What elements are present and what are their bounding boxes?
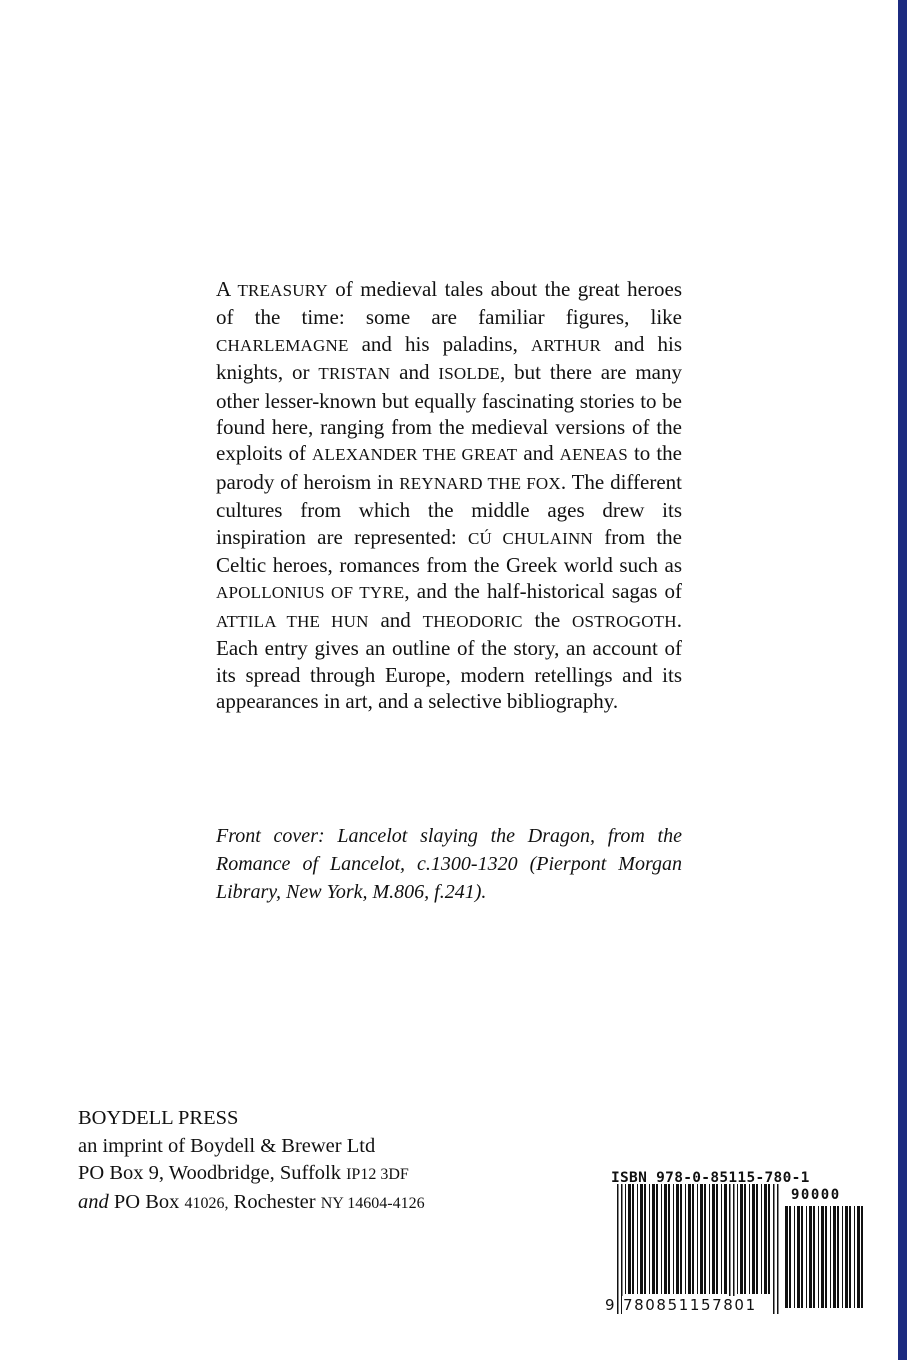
barcode-bar	[857, 1206, 860, 1308]
barcode-bar	[688, 1184, 691, 1294]
barcode-guard-bar	[777, 1184, 779, 1314]
barcode-bar	[849, 1206, 851, 1308]
barcode-bar	[656, 1184, 658, 1294]
barcode-bar	[749, 1184, 750, 1294]
barcode-bar	[700, 1184, 703, 1294]
barcode-bar	[740, 1184, 743, 1294]
barcode-bar	[632, 1184, 634, 1294]
barcode-bar	[664, 1184, 667, 1294]
barcode-guard-bar	[621, 1184, 623, 1314]
isbn-label: ISBN 978-0-85115-780-1	[611, 1170, 810, 1186]
barcode-bar	[644, 1184, 646, 1294]
barcode-bar	[809, 1206, 812, 1308]
barcode-bar	[794, 1206, 795, 1308]
barcode-guard-bar	[733, 1184, 735, 1314]
barcode-bar	[668, 1184, 670, 1294]
cover-illustration-credit: Front cover: Lancelot slaying the Dragon, from the Romance of Lancelot, c.1300-1320 (Pierpont Morgan Library, New York, M.806, f.241).	[216, 825, 682, 903]
barcode-bar	[640, 1184, 643, 1294]
barcode-bar	[797, 1206, 800, 1308]
publisher-name: BOYDELL PRESS	[78, 1107, 239, 1129]
barcode-bar	[704, 1184, 706, 1294]
barcode-bar	[652, 1184, 655, 1294]
barcode-bar	[830, 1206, 831, 1308]
barcode-bar	[628, 1184, 631, 1294]
barcode-bar	[785, 1206, 788, 1308]
barcode-bar	[761, 1184, 762, 1294]
barcode-bar	[842, 1206, 843, 1308]
barcode-bar	[680, 1184, 682, 1294]
barcode-bar	[813, 1206, 815, 1308]
barcode-bar	[685, 1184, 686, 1294]
barcode-bar	[756, 1184, 758, 1294]
barcode-bar	[737, 1184, 738, 1294]
isbn-barcode	[605, 1170, 867, 1320]
barcode-bar	[709, 1184, 710, 1294]
barcode-bar	[673, 1184, 674, 1294]
barcode-bar	[744, 1184, 746, 1294]
publisher-imprint: an imprint of Boydell & Brewer Ltd	[78, 1134, 376, 1157]
barcode-bar	[833, 1206, 836, 1308]
blurb-paragraph: A TREASURY of medieval tales about the great heroes of the time: some are familiar figures, like CHARLEMAGNE and his paladins, ARTHUR and his knights, or TRISTAN and ISOLDE, but there are many other lesser-known but equally fascinating stories to be found here, ranging from the medieval versions of the exploits of ALEXANDER THE GREAT and AENEAS to the parody of heroism in REYNARD THE FOX. The different cultures from which the middle ages drew its inspiration are represented: CÚ CHULAINN from the Celtic heroes, romances from the Greek world such as APOLLONIUS OF TYRE, and the half-historical sagas of ATTILA THE HUN and THEODORIC the OSTROGOTH. Each entry gives an outline of the story, an account of its spread through Europe, modern retellings and its appearances in art, and a selective bibliography.	[216, 277, 683, 714]
barcode-bar	[712, 1184, 715, 1294]
barcode-bar	[821, 1206, 824, 1308]
barcode-bar	[789, 1206, 791, 1308]
barcode-bar	[768, 1184, 770, 1294]
barcode-bar	[806, 1206, 807, 1308]
barcode-bar	[764, 1184, 767, 1294]
barcode-bar	[801, 1206, 803, 1308]
barcode-bar	[845, 1206, 848, 1308]
price-code: 90000	[791, 1187, 841, 1203]
barcode-bar	[854, 1206, 855, 1308]
publisher-address-uk: PO Box 9, Woodbridge, Suffolk IP12 3DF	[78, 1162, 409, 1184]
barcode-bar	[837, 1206, 839, 1308]
barcode-bar	[825, 1206, 827, 1308]
barcode-bar	[692, 1184, 694, 1294]
barcode-bar	[818, 1206, 819, 1308]
barcode-bar	[752, 1184, 755, 1294]
spine-edge-stripe	[898, 0, 907, 1360]
barcode-bar	[649, 1184, 650, 1294]
barcode-guard-bar	[617, 1184, 619, 1314]
barcode-bar	[625, 1184, 626, 1294]
publisher-address-us: and PO Box 41026, Rochester NY 14604-4126	[78, 1190, 425, 1213]
barcode-bar	[661, 1184, 662, 1294]
barcode-guard-bar	[773, 1184, 775, 1314]
barcode-guard-bar	[729, 1184, 731, 1314]
barcode-bar	[676, 1184, 679, 1294]
barcode-bar	[861, 1206, 863, 1308]
barcode-bar	[721, 1184, 722, 1294]
barcode-lead-digit: 9	[605, 1296, 615, 1314]
publisher-address-block	[78, 1105, 538, 1217]
barcode-bar	[724, 1184, 727, 1294]
barcode-bar	[716, 1184, 718, 1294]
barcode-bar	[637, 1184, 638, 1294]
barcode-bar	[697, 1184, 698, 1294]
barcode-digits: 780851157801	[623, 1296, 757, 1314]
